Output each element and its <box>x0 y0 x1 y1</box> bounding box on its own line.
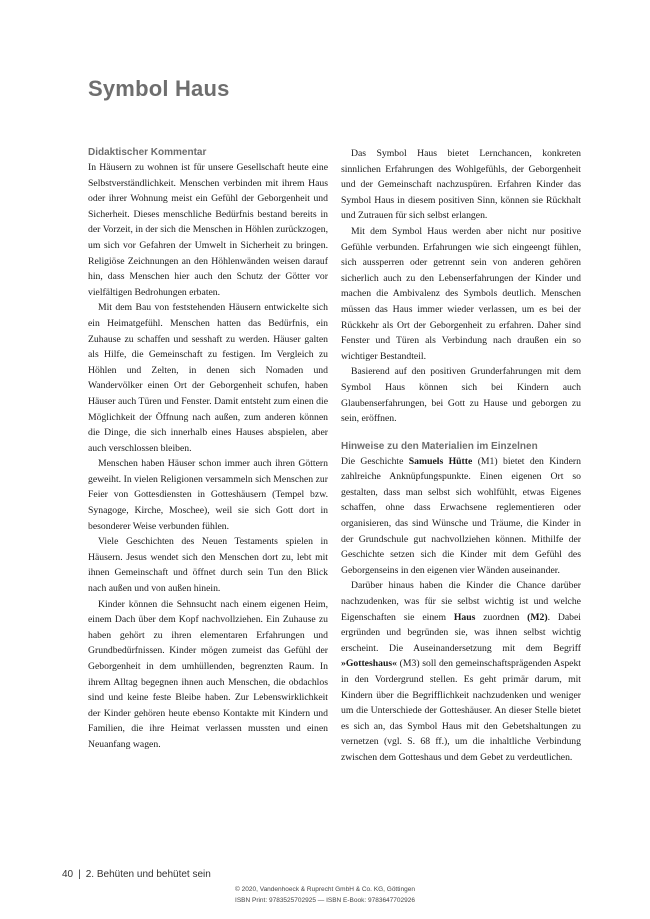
text-run: zuordnen <box>475 611 528 623</box>
paragraph-samuels-huette <box>341 454 581 579</box>
chapter-title: 2. Behüten und behütet sein <box>85 869 211 880</box>
copyright-notice: © 2020, Vandenhoeck & Ruprecht GmbH & Co. KG, Göttingen <box>235 886 415 893</box>
paragraph-haus-gotteshaus <box>341 578 581 765</box>
page-title: Symbol Haus <box>88 76 230 101</box>
right-column <box>341 146 581 766</box>
paragraph: Mit dem Symbol Haus werden aber nicht nur positive Gefühle verbunden. Erfahrungen wie sich eingeengt fühlen, sich aussperren oder getrennt sein von anderen gehören sicherlich auch zu den Lebenserfahrungen der Kinder und machen die Ambivalenz des Symbols deutlich. Menschen müssen das Haus immer wieder verlassen, um es bei der Rückkehr als Ort der Geborgenheit zu erfahren. Daher sind Fenster und Türen als Verbindung nach draußen ein so wichtiger Bestandteil. <box>341 225 581 362</box>
text-run: Die Geschichte <box>341 455 409 467</box>
page-number: 40 <box>62 869 74 880</box>
section-heading-hinweise: Hinweise zu den Materialien im Einzelnen <box>341 440 538 452</box>
text-run: Darüber hinaus haben die Kinder die Chance darüber nachzudenken, was für sie selbst wichtig ist und welche Eigenschaften sie einem <box>341 580 581 623</box>
footer-separator: | <box>78 869 81 880</box>
paragraph: In Häusern zu wohnen ist für unsere Gesellschaft heute eine Selbstverständlichkeit. Menschen verbinden mit ihrem Haus oder ihrer Wohnung meist ein Gefühl der Geborgenheit und Sicherheit. Dieses menschliche Bedürfnis bestand bereits in der Vorzeit, in der sich die Menschen in Höhlen zurückzogen, um sich vor Gefahren der Umwelt in Sicherheit zu bringen. Religiöse Zeichnungen an den Höhlenwänden weisen darauf hin, dass Menschen hier auch den Schutz der Götter vor vielfältigen Bedrohungen erbaten. <box>88 162 328 298</box>
paragraph: Menschen haben Häuser schon immer auch ihren Göttern geweiht. In vielen Religionen versammeln sich Menschen zur Feier von Gottesdiensten in Gotteshäusern (Tempel bzw. Synagoge, Kirche, Moschee), weil sie sich Gott dort in besonderer Weise verbunden fühlen. <box>88 458 328 532</box>
bold-term-haus: Haus <box>453 611 476 623</box>
bold-term-gotteshaus: »Gotteshaus« <box>341 658 397 670</box>
paragraph: Kinder können die Sehnsucht nach einem eigenen Heim, einem Dach über dem Kopf nachvollziehen. Ein Zuhause zu haben gehört zu ihren elementaren Erfahrungen und Grundbedürfnissen. Kinder mögen zumeist das Gefühl der Geborgenheit in dem umhüllenden, begrenzten Raum. In ihrem Alltag begegnen ihnen auch Menschen, die obdachlos sind und keine feste Bleibe haben. Zur Lebenswirklichkeit der Kinder gehören heute ebenso Kontakte mit Kindern und Familien, die ihre Heimat verlassen mussten und einen Neuanfang wagen. <box>88 598 328 750</box>
paragraph: Basierend auf den positiven Grunderfahrungen mit dem Symbol Haus können sich bei Kindern auch Glaubenserfahrungen, bei Gott zu Hause und geborgen zu sein, eröffnen. <box>341 366 581 425</box>
isbn-notice: ISBN Print: 9783525702925 — ISBN E-Book: 9783647702926 <box>235 897 415 904</box>
paragraph: Viele Geschichten des Neuen Testaments spielen in Häusern. Jesus wendet sich den Menschen dort zu, lebt mit ihnen Gemeinschaft und öffnet durch sein Tun den Blick nach außen und von außen hinein. <box>88 536 328 595</box>
bold-term-m2: (M2) <box>527 611 548 623</box>
section-heading-didaktischer-kommentar: Didaktischer Kommentar <box>88 147 207 158</box>
paragraph: Mit dem Bau von feststehenden Häusern entwickelte sich ein Heimatgefühl. Menschen hatten das Bedürfnis, ein Zuhause zu schaffen und sesshaft zu werden. Häuser galten als Hilfe, die Gemeinschaft zu festigen. Im Vergleich zu Höhlen und Zelten, in denen sich Nomaden und Wandervölker einen Ort der Geborgenheit schufen, haben Häuser auch Türen und Fenster. Damit entsteht zum einen die Möglichkeit der Öffnung nach außen, zum anderen können die Dinge, die sich innerhalb eines Hauses abspielen, aber auch verschlossen bleiben. <box>88 302 328 454</box>
text-run: (M1) bietet den Kindern zahlreiche Anknüpfungspunkte. Einen eigenen Ort so gestalten, dass man selbst sich wohlfühlt, etwas Eigenes schaffen, ohne dass Erwachsene reglementieren oder organisieren, das sind Wünsche und Träume, die Kinder in der Grundschule gut nachvollziehen können. Mithilfe der Geschichte setzen sich die Kinder mit dem Gefühl des Geborgenseins in den eigenen vier Wänden auseinander. <box>341 455 581 576</box>
page-footer <box>62 869 211 880</box>
left-column <box>88 146 328 753</box>
text-run: . Dabei ergründen und begründen sie, was ihnen selbst wichtig erscheint. Die Auseinandersetzung mit dem Begriff <box>341 611 581 654</box>
bold-term-samuels-huette: Samuels Hütte <box>408 455 473 467</box>
paragraph: Das Symbol Haus bietet Lernchancen, konkreten sinnlichen Erfahrungen des Wohlgefühls, der Geborgenheit und der Gemeinschaft nachzuspüren. Erfahren Kinder das Symbol Haus in diesem positiven Sinn, können sie Rückhalt und Zutrauen für sich selbst erlangen. <box>341 148 581 222</box>
text-run: (M3) soll den gemeinschaftsprägenden Aspekt in den Vordergrund stellen. Es geht primär darum, mit Kindern über die Begrifflichkeit nachzudenken und weniger um die Unterschiede der Gotteshäuser. An dieser Stelle bietet es sich an, das Symbol Haus mit den Gebetshaltungen zu vernetzen (vgl. S. 68 ff.), um die inhaltliche Verbindung zwischen dem Gotteshaus und dem Gebet zu verdeutlichen. <box>341 658 581 763</box>
